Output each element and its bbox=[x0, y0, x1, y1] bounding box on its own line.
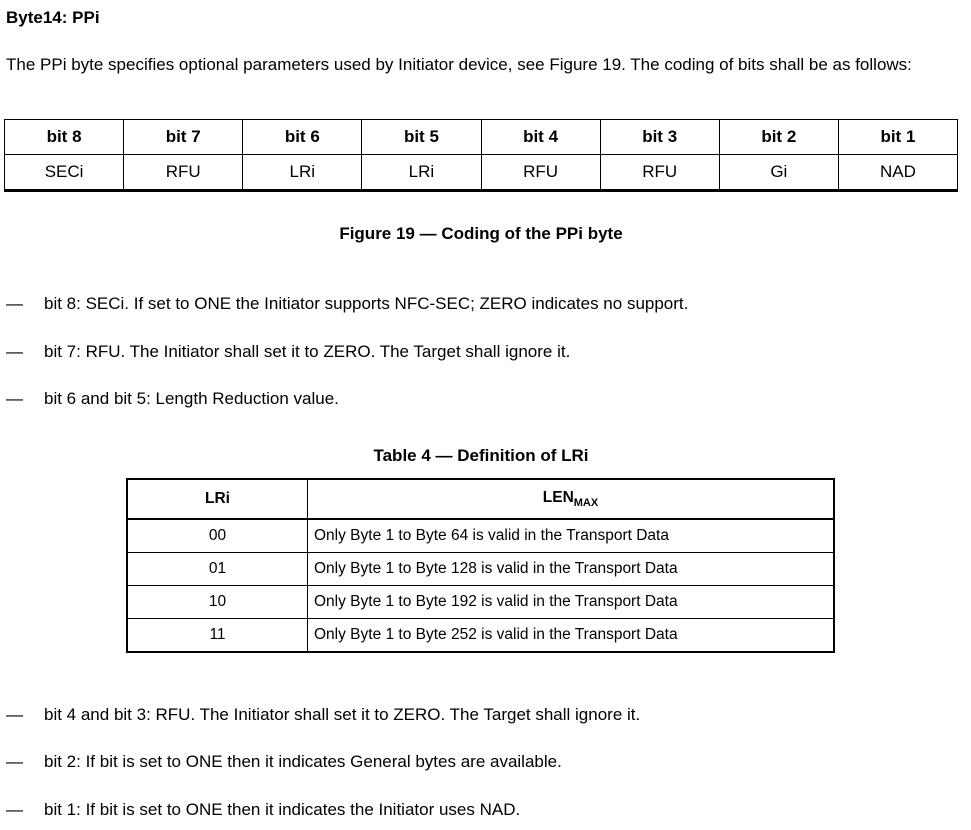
lri-description: Only Byte 1 to Byte 128 is valid in the Transport Data bbox=[308, 553, 835, 586]
dash-bullet: — bbox=[6, 752, 23, 771]
table-row bbox=[127, 586, 834, 619]
dash-bullet: — bbox=[6, 342, 23, 361]
lri-header-row bbox=[127, 479, 834, 519]
bit-header: bit 3 bbox=[600, 120, 719, 155]
list-item-text: bit 1: If bit is set to ONE then it indicates the Initiator uses NAD. bbox=[44, 800, 521, 819]
lri-code: 00 bbox=[127, 519, 308, 553]
dash-bullet: — bbox=[6, 705, 23, 724]
list-item bbox=[6, 342, 570, 362]
list-item-text: bit 4 and bit 3: RFU. The Initiator shall set it to ZERO. The Target shall ignore it. bbox=[44, 705, 641, 724]
bit-header: bit 8 bbox=[5, 120, 124, 155]
section-heading: Byte14: PPi bbox=[6, 8, 100, 27]
lri-column-header: LRi bbox=[127, 479, 308, 519]
dash-bullet: — bbox=[6, 800, 23, 819]
bit-value: LRi bbox=[362, 155, 481, 191]
lri-definition-table bbox=[126, 478, 835, 653]
bit-header: bit 1 bbox=[838, 120, 957, 155]
bit-value: NAD bbox=[838, 155, 957, 191]
lenmax-label: LEN bbox=[542, 489, 574, 506]
lenmax-subscript: MAX bbox=[573, 497, 599, 509]
list-item-text: bit 6 and bit 5: Length Reduction value. bbox=[44, 389, 339, 408]
figure-caption: Figure 19 — Coding of the PPi byte bbox=[339, 224, 623, 243]
bits-header-row bbox=[5, 120, 958, 155]
table-row bbox=[127, 619, 834, 653]
bit-value: RFU bbox=[124, 155, 243, 191]
bit-value: Gi bbox=[719, 155, 838, 191]
table-row bbox=[127, 553, 834, 586]
dash-bullet: — bbox=[6, 294, 23, 313]
table-caption: Table 4 — Definition of LRi bbox=[373, 446, 589, 465]
intro-paragraph: The PPi byte specifies optional parameters used by Initiator device, see Figure 19. The coding of bits shall be as follows: bbox=[6, 55, 912, 74]
bit-value: SECi bbox=[5, 155, 124, 191]
list-item bbox=[6, 800, 520, 820]
table-row bbox=[127, 519, 834, 553]
bit-header: bit 7 bbox=[124, 120, 243, 155]
bit-header: bit 6 bbox=[243, 120, 362, 155]
list-item-text: bit 7: RFU. The Initiator shall set it to ZERO. The Target shall ignore it. bbox=[44, 342, 571, 361]
lri-description: Only Byte 1 to Byte 252 is valid in the Transport Data bbox=[308, 619, 835, 653]
lri-code: 01 bbox=[127, 553, 308, 586]
lri-description: Only Byte 1 to Byte 192 is valid in the Transport Data bbox=[308, 586, 835, 619]
bit-value: RFU bbox=[481, 155, 600, 191]
list-item bbox=[6, 294, 688, 314]
ppi-bits-table bbox=[4, 119, 958, 192]
list-item-text: bit 2: If bit is set to ONE then it indicates General bytes are available. bbox=[44, 752, 562, 771]
lri-description: Only Byte 1 to Byte 64 is valid in the Transport Data bbox=[308, 519, 835, 553]
bit-value: LRi bbox=[243, 155, 362, 191]
list-item bbox=[6, 389, 339, 409]
dash-bullet: — bbox=[6, 389, 23, 408]
bit-header: bit 4 bbox=[481, 120, 600, 155]
list-item bbox=[6, 752, 562, 772]
lri-code: 11 bbox=[127, 619, 308, 653]
bit-value: RFU bbox=[600, 155, 719, 191]
lenmax-column-header bbox=[308, 479, 835, 519]
list-item-text: bit 8: SECi. If set to ONE the Initiator supports NFC-SEC; ZERO indicates no support. bbox=[44, 294, 689, 313]
lri-code: 10 bbox=[127, 586, 308, 619]
list-item bbox=[6, 705, 640, 725]
bits-value-row bbox=[5, 155, 958, 191]
bit-header: bit 2 bbox=[719, 120, 838, 155]
bit-header: bit 5 bbox=[362, 120, 481, 155]
